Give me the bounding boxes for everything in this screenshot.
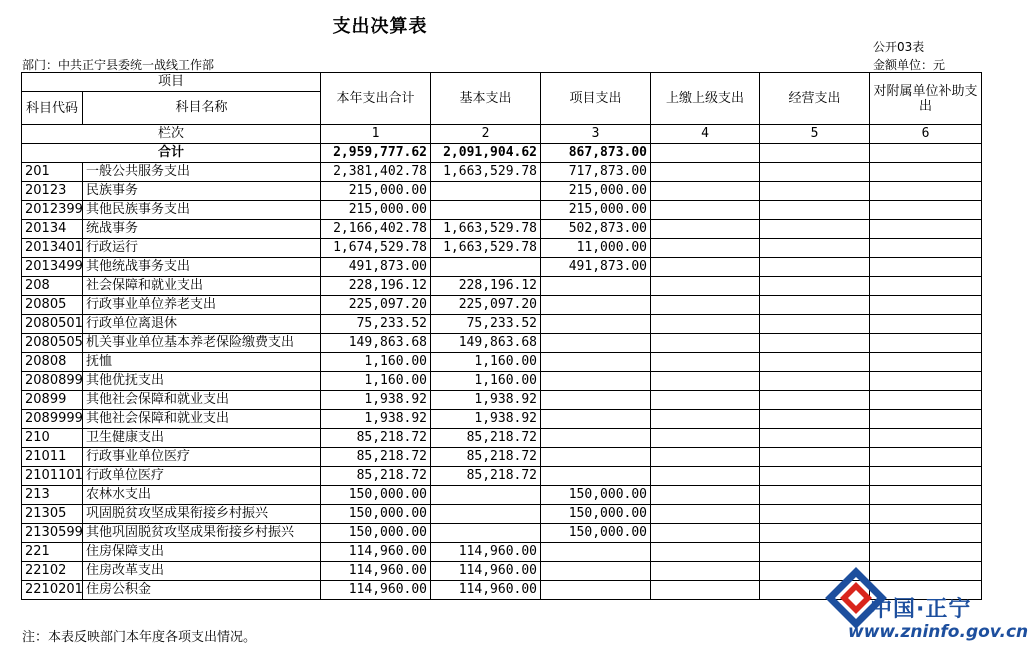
amount-cell: 114,960.00	[321, 562, 431, 581]
table-row	[22, 486, 982, 505]
subject-code-cell: 2080899	[22, 372, 83, 391]
subject-name-cell: 行政事业单位医疗	[83, 448, 321, 467]
amount-cell	[431, 486, 541, 505]
department-label: 部门：中共正宁县委统一战线工作部	[22, 58, 215, 72]
amount-cell	[651, 467, 760, 486]
amount-cell	[760, 334, 870, 353]
amount-cell	[870, 277, 982, 296]
total-cell	[870, 144, 982, 163]
amount-cell	[870, 543, 982, 562]
amount-cell: 491,873.00	[321, 258, 431, 277]
amount-cell: 150,000.00	[541, 505, 651, 524]
amount-cell: 1,674,529.78	[321, 239, 431, 258]
amount-cell: 85,218.72	[321, 429, 431, 448]
amount-cell: 215,000.00	[321, 182, 431, 201]
amount-cell	[541, 372, 651, 391]
amount-cell	[651, 315, 760, 334]
subject-name-cell: 抚恤	[83, 353, 321, 372]
index-cell: 1	[321, 125, 431, 144]
table-row	[22, 239, 982, 258]
subject-name-cell: 机关事业单位基本养老保险缴费支出	[83, 334, 321, 353]
amount-cell	[870, 505, 982, 524]
table-row	[22, 353, 982, 372]
header-project: 项目	[22, 73, 321, 92]
site-url: www.zninfo.gov.cn	[848, 622, 1028, 642]
amount-cell: 149,863.68	[321, 334, 431, 353]
subject-name-cell: 统战事务	[83, 220, 321, 239]
amount-cell	[870, 315, 982, 334]
amount-cell	[651, 220, 760, 239]
table-row	[22, 296, 982, 315]
amount-cell	[651, 353, 760, 372]
amount-cell: 215,000.00	[541, 182, 651, 201]
amount-cell	[651, 448, 760, 467]
total-cell	[651, 144, 760, 163]
site-name: 中国·正宁	[870, 597, 972, 622]
amount-cell	[870, 239, 982, 258]
subject-code-cell: 20808	[22, 353, 83, 372]
amount-cell	[651, 334, 760, 353]
amount-cell	[760, 220, 870, 239]
header-total-expenditure: 本年支出合计	[321, 73, 431, 125]
amount-cell	[870, 201, 982, 220]
amount-cell: 149,863.68	[431, 334, 541, 353]
subject-code-cell: 210	[22, 429, 83, 448]
subject-name-cell: 其他巩固脱贫攻坚成果衔接乡村振兴	[83, 524, 321, 543]
table-row	[22, 524, 982, 543]
amount-cell: 114,960.00	[431, 581, 541, 600]
index-cell: 4	[651, 125, 760, 144]
amount-cell	[651, 163, 760, 182]
amount-cell	[760, 543, 870, 562]
total-row-label: 合计	[22, 144, 321, 163]
amount-cell: 502,873.00	[541, 220, 651, 239]
subject-code-cell: 20123	[22, 182, 83, 201]
subject-name-cell: 卫生健康支出	[83, 429, 321, 448]
amount-cell	[870, 220, 982, 239]
amount-cell	[760, 467, 870, 486]
amount-cell	[541, 296, 651, 315]
table-row	[22, 505, 982, 524]
amount-cell: 150,000.00	[321, 486, 431, 505]
amount-cell: 717,873.00	[541, 163, 651, 182]
subject-name-cell: 其他民族事务支出	[83, 201, 321, 220]
header-project-expenditure: 项目支出	[541, 73, 651, 125]
subject-name-cell: 其他统战事务支出	[83, 258, 321, 277]
amount-cell	[431, 505, 541, 524]
amount-cell	[541, 467, 651, 486]
amount-cell: 11,000.00	[541, 239, 651, 258]
subject-code-cell: 201	[22, 163, 83, 182]
amount-cell: 85,218.72	[321, 467, 431, 486]
amount-cell	[760, 429, 870, 448]
amount-cell	[760, 524, 870, 543]
amount-cell	[651, 277, 760, 296]
amount-cell: 1,663,529.78	[431, 163, 541, 182]
subject-code-cell: 2013401	[22, 239, 83, 258]
amount-cell	[870, 258, 982, 277]
amount-cell: 85,218.72	[431, 429, 541, 448]
amount-cell	[760, 277, 870, 296]
amount-cell: 491,873.00	[541, 258, 651, 277]
subject-name-cell: 农林水支出	[83, 486, 321, 505]
amount-cell	[760, 448, 870, 467]
subject-code-cell: 2080501	[22, 315, 83, 334]
amount-cell: 2,381,402.78	[321, 163, 431, 182]
amount-cell: 215,000.00	[321, 201, 431, 220]
table-row	[22, 315, 982, 334]
subject-code-cell: 2210201	[22, 581, 83, 600]
amount-cell	[431, 524, 541, 543]
amount-cell	[651, 239, 760, 258]
subject-name-cell: 民族事务	[83, 182, 321, 201]
subject-code-cell: 213	[22, 486, 83, 505]
table-row	[22, 372, 982, 391]
amount-cell	[870, 334, 982, 353]
subject-code-cell: 2012399	[22, 201, 83, 220]
amount-cell: 75,233.52	[321, 315, 431, 334]
amount-cell: 1,938.92	[431, 410, 541, 429]
subject-code-cell: 2089999	[22, 410, 83, 429]
subject-name-cell: 其他社会保障和就业支出	[83, 391, 321, 410]
footnote: 注：本表反映部门本年度各项支出情况。	[22, 630, 257, 645]
amount-cell	[651, 201, 760, 220]
amount-cell	[870, 524, 982, 543]
subject-code-cell: 2013499	[22, 258, 83, 277]
amount-cell	[870, 372, 982, 391]
amount-cell	[870, 486, 982, 505]
amount-cell	[541, 353, 651, 372]
total-cell	[760, 144, 870, 163]
amount-cell: 150,000.00	[541, 524, 651, 543]
amount-cell	[651, 372, 760, 391]
total-cell: 2,091,904.62	[431, 144, 541, 163]
header-basic-expenditure: 基本支出	[431, 73, 541, 125]
subject-code-cell: 21305	[22, 505, 83, 524]
table-body	[22, 163, 982, 600]
amount-cell	[760, 410, 870, 429]
amount-cell	[870, 429, 982, 448]
amount-cell	[541, 410, 651, 429]
amount-cell	[431, 182, 541, 201]
site-watermark	[826, 566, 1028, 646]
index-cell: 5	[760, 125, 870, 144]
subject-name-cell: 巩固脱贫攻坚成果衔接乡村振兴	[83, 505, 321, 524]
page-title: 支出决算表	[332, 16, 428, 37]
amount-cell	[760, 372, 870, 391]
table-row	[22, 182, 982, 201]
amount-cell: 150,000.00	[321, 505, 431, 524]
amount-cell	[760, 391, 870, 410]
table-row	[22, 448, 982, 467]
amount-cell: 1,938.92	[431, 391, 541, 410]
amount-cell	[870, 467, 982, 486]
amount-cell	[651, 581, 760, 600]
amount-cell: 114,960.00	[321, 581, 431, 600]
amount-cell	[541, 334, 651, 353]
table-row	[22, 277, 982, 296]
subject-name-cell: 住房改革支出	[83, 562, 321, 581]
subject-code-cell: 20805	[22, 296, 83, 315]
amount-cell: 114,960.00	[321, 543, 431, 562]
amount-cell	[651, 524, 760, 543]
amount-cell	[651, 505, 760, 524]
subject-code-cell: 20134	[22, 220, 83, 239]
header-subsidy-affiliates: 对附属单位补助支出	[870, 73, 982, 125]
amount-cell: 1,938.92	[321, 410, 431, 429]
table-row	[22, 201, 982, 220]
amount-cell	[651, 486, 760, 505]
table-row	[22, 429, 982, 448]
amount-cell	[651, 258, 760, 277]
amount-cell: 1,160.00	[321, 353, 431, 372]
header-operating-expenditure: 经营支出	[760, 73, 870, 125]
table-row	[22, 334, 982, 353]
subject-code-cell: 21011	[22, 448, 83, 467]
subject-name-cell: 其他优抚支出	[83, 372, 321, 391]
header-subject-name: 科目名称	[83, 92, 321, 125]
amount-cell	[651, 182, 760, 201]
amount-cell	[431, 258, 541, 277]
amount-cell	[870, 448, 982, 467]
total-cell: 867,873.00	[541, 144, 651, 163]
amount-cell	[651, 429, 760, 448]
form-number: 公开03表	[873, 40, 925, 54]
amount-cell	[541, 581, 651, 600]
amount-cell: 1,938.92	[321, 391, 431, 410]
subject-name-cell: 行政单位医疗	[83, 467, 321, 486]
amount-cell	[760, 315, 870, 334]
amount-cell: 1,160.00	[321, 372, 431, 391]
index-cell: 6	[870, 125, 982, 144]
amount-cell: 75,233.52	[431, 315, 541, 334]
amount-cell: 150,000.00	[541, 486, 651, 505]
subject-code-cell: 2130599	[22, 524, 83, 543]
amount-cell	[541, 448, 651, 467]
amount-cell	[541, 391, 651, 410]
amount-cell	[870, 391, 982, 410]
subject-name-cell: 社会保障和就业支出	[83, 277, 321, 296]
subject-name-cell: 行政事业单位养老支出	[83, 296, 321, 315]
expenditure-table	[21, 72, 982, 600]
amount-cell: 1,663,529.78	[431, 220, 541, 239]
amount-cell	[760, 505, 870, 524]
index-cell: 2	[431, 125, 541, 144]
amount-cell	[870, 410, 982, 429]
index-row-label: 栏次	[22, 125, 321, 144]
amount-cell: 85,218.72	[431, 467, 541, 486]
table-row	[22, 410, 982, 429]
amount-cell: 215,000.00	[541, 201, 651, 220]
subject-code-cell: 22102	[22, 562, 83, 581]
table-row	[22, 163, 982, 182]
amount-cell	[541, 562, 651, 581]
amount-cell	[870, 296, 982, 315]
amount-cell: 150,000.00	[321, 524, 431, 543]
table-row	[22, 258, 982, 277]
amount-cell: 228,196.12	[431, 277, 541, 296]
amount-cell	[431, 201, 541, 220]
amount-cell	[760, 258, 870, 277]
table-row	[22, 391, 982, 410]
amount-cell: 225,097.20	[431, 296, 541, 315]
subject-code-cell: 208	[22, 277, 83, 296]
amount-cell	[760, 163, 870, 182]
subject-name-cell: 行政运行	[83, 239, 321, 258]
amount-cell	[541, 543, 651, 562]
table-row	[22, 543, 982, 562]
amount-cell	[760, 353, 870, 372]
total-cell: 2,959,777.62	[321, 144, 431, 163]
amount-cell: 1,160.00	[431, 353, 541, 372]
amount-cell	[760, 201, 870, 220]
amount-cell	[541, 429, 651, 448]
subject-name-cell: 住房公积金	[83, 581, 321, 600]
amount-cell	[541, 277, 651, 296]
subject-code-cell: 2080505	[22, 334, 83, 353]
amount-cell	[541, 315, 651, 334]
subject-name-cell: 一般公共服务支出	[83, 163, 321, 182]
amount-cell	[870, 163, 982, 182]
amount-cell: 228,196.12	[321, 277, 431, 296]
subject-code-cell: 20899	[22, 391, 83, 410]
amount-cell: 225,097.20	[321, 296, 431, 315]
amount-cell	[651, 296, 760, 315]
amount-cell: 1,160.00	[431, 372, 541, 391]
header-remit-superior: 上缴上级支出	[651, 73, 760, 125]
subject-code-cell: 221	[22, 543, 83, 562]
subject-name-cell: 行政单位离退休	[83, 315, 321, 334]
amount-cell	[870, 182, 982, 201]
amount-cell	[651, 562, 760, 581]
amount-cell	[760, 296, 870, 315]
amount-cell	[651, 410, 760, 429]
amount-cell: 85,218.72	[431, 448, 541, 467]
amount-cell	[651, 391, 760, 410]
amount-cell: 114,960.00	[431, 562, 541, 581]
amount-cell: 1,663,529.78	[431, 239, 541, 258]
amount-cell	[651, 543, 760, 562]
amount-cell: 114,960.00	[431, 543, 541, 562]
amount-cell	[870, 353, 982, 372]
amount-cell: 2,166,402.78	[321, 220, 431, 239]
subject-code-cell: 2101101	[22, 467, 83, 486]
header-subject-code: 科目代码	[22, 92, 83, 125]
unit-label: 金额单位：元	[873, 58, 946, 72]
amount-cell	[760, 239, 870, 258]
subject-name-cell: 其他社会保障和就业支出	[83, 410, 321, 429]
subject-name-cell: 住房保障支出	[83, 543, 321, 562]
amount-cell	[760, 182, 870, 201]
index-cell: 3	[541, 125, 651, 144]
table-row	[22, 467, 982, 486]
table-row	[22, 220, 982, 239]
amount-cell: 85,218.72	[321, 448, 431, 467]
amount-cell	[760, 486, 870, 505]
